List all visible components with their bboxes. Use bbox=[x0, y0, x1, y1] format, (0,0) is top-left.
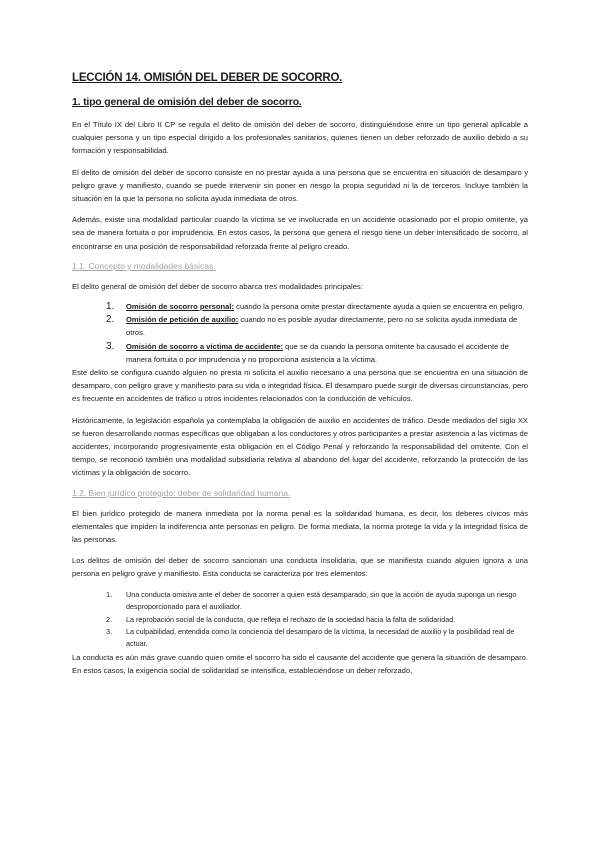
section-1-heading: 1. tipo general de omisión del deber de socorro. bbox=[72, 96, 302, 108]
list-item bbox=[72, 614, 528, 626]
paragraph: El delito general de omisión del deber de socorro abarca tres modalidades principales: bbox=[72, 281, 363, 291]
list-item bbox=[72, 313, 528, 339]
list-term: Omisión de socorro personal: bbox=[126, 302, 235, 312]
list-number: 1. bbox=[106, 301, 115, 313]
section-1-2-heading: 1.2. Bien jurídico protegido: deber de solidaridad humana. bbox=[72, 487, 291, 498]
list-text: Una conducta omisiva ante el deber de socorrer a quien está desamparado, sin que la acción de ayuda suponga un riesgo desproporcionado para el auxiliador. bbox=[126, 589, 517, 612]
paragraph: El delito de omisión del deber de socorro consiste en no prestar ayuda a una persona que se encuentra en situación de desamparo y peligro grave y manifiesto, cuando se puede intervenir sin poner en riesgo la propia seguridad ni la de terceros. Incluye también la situación en la que la persona no solicita ayuda inmediata de otros. bbox=[72, 167, 528, 204]
list-item bbox=[72, 340, 528, 366]
list-item bbox=[72, 626, 528, 651]
paragraph: Además, existe una modalidad particular cuando la víctima se ve involucrada en un accidente ocasionado por el propio omitente, ya sea de manera fortuita o por imprudencia. En estos casos, la persona que genera el riesgo tiene un deber intensificado de socorro, al encontrarse en una posición de responsabilidad reforzada frente al peligro creado. bbox=[72, 215, 528, 251]
list-text: La culpabilidad, entendida como la conciencia del desamparo de la víctima, la necesidad de auxilio y la posibilidad real de actuar. bbox=[126, 626, 515, 649]
elements-list bbox=[72, 589, 528, 651]
list-term: Omisión de socorro a víctima de accidente: bbox=[126, 341, 283, 351]
list-item bbox=[72, 300, 528, 313]
list-term: Omisión de petición de auxilio: bbox=[126, 315, 239, 325]
paragraph: La conducta es aún más grave cuando quien omite el socorro ha sido el causante del accidente que genera la situación de desamparo. En estos casos, la exigencia social de solidaridad se intensifica, estableciéndose un deber reforzado, bbox=[72, 652, 528, 675]
paragraph: El bien jurídico protegido de manera inmediata por la norma penal es la solidaridad humana, es decir, los deberes cívicos más elementales que impiden la indiferencia ante personas en peligro. De forma mediata, la norma protege la vida y la integridad física de las personas. bbox=[72, 508, 528, 545]
modalities-list bbox=[72, 300, 528, 366]
list-text: cuando no es posible ayudar directamente, pero no se solicita ayuda inmediata de otros. bbox=[126, 315, 518, 338]
paragraph: En el Título IX del Libro II CP se regula el delito de omisión del deber de socorro, distinguiéndose entre un tipo general aplicable a cualquier persona y un tipo especial dirigido a los profesionales sanitarios, quienes tienen un deber reforzado de auxilio debido a su formación y responsabilidad. bbox=[72, 120, 528, 156]
list-number: 3. bbox=[106, 626, 113, 636]
list-text: que se da cuando la persona omitente ha causado el accidente de manera fortuita o por imprudencia y no proporciona asistencia a la víctima. bbox=[126, 341, 509, 364]
section-1-1-heading: 1.1. Concepto y modalidades básicas. bbox=[72, 260, 216, 271]
lesson-title: LECCIÓN 14. OMISIÓN DEL DEBER DE SOCORRO. bbox=[72, 72, 343, 84]
paragraph: Históricamente, la legislación española ya contemplaba la obligación de auxilio en accidentes de tráfico. Desde mediados del siglo XX se fueron desarrollando normas específicas que obligaban a los conductores y otros participantes a prestar asistencia a las víctimas de accidentes, incorporando progresivamente esta obligación en el Código Penal y reforzando la responsabilidad del omitente. Con el tiempo, se reconoció también una modalidad subsidiaria relativa al abandono del lugar del accidente, reforzando la protección de las víctimas y la obligación de socorro. bbox=[72, 415, 528, 478]
list-number: 2. bbox=[106, 314, 115, 326]
list-item bbox=[72, 589, 528, 614]
paragraph: Los delitos de omisión del deber de socorro sancionan una conducta insolidaria, que se manifiesta cuando alguien ignora a una persona en peligro grave y manifiesto. Esta conducta se caracteriza por tres elementos: bbox=[72, 556, 528, 579]
list-number: 2. bbox=[106, 614, 113, 624]
list-number: 1. bbox=[106, 589, 113, 599]
list-number: 3. bbox=[106, 340, 115, 352]
list-text: cuando la persona omite prestar directamente ayuda a quien se encuentra en peligro. bbox=[234, 302, 525, 312]
paragraph: Este delito se configura cuando alguien no presta ni solicita el auxilio necesario a una persona que se encuentra en una situación de desamparo, con peligro grave y manifiesto para su vida o integridad física. El desamparo puede surgir de diversas circunstancias, pero es frecuente en accidentes de tráfico u otros incidentes relacionados con la conducción de vehículos. bbox=[72, 368, 528, 404]
list-text: La reprobación social de la conducta, que refleja el rechazo de la sociedad hacia la falta de solidaridad. bbox=[126, 614, 456, 624]
